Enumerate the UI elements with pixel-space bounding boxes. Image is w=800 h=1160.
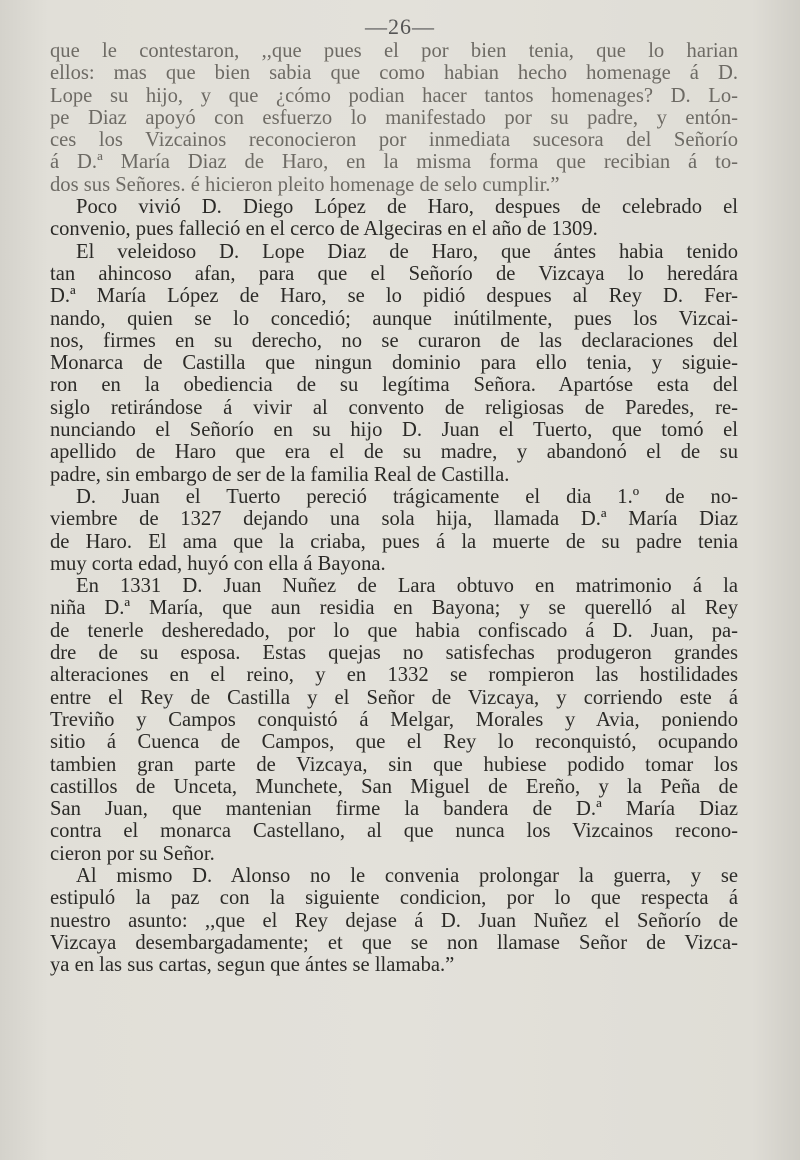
- text-line: tambien gran parte de Vizcaya, sin que hubiese podido tomar los: [50, 753, 738, 776]
- text-line: á D.ª María Diaz de Haro, en la misma forma que recibian á to-: [50, 151, 738, 174]
- text-line: Vizcaya desembargadamente; et que se non llamase Señor de Vizca-: [50, 931, 738, 954]
- text-line: convenio, pues falleció en el cerco de Algeciras en el año de 1309.: [50, 218, 598, 241]
- text-line: dre de su esposa. Estas quejas no satisfechas produgeron grandes: [50, 642, 738, 665]
- text-line: ya en las sus cartas, segun que ántes se llamaba.”: [50, 954, 455, 977]
- text-line: cieron por su Señor.: [50, 842, 215, 865]
- text-line: nos, firmes en su derecho, no se curaron de las declaraciones del: [50, 329, 738, 352]
- text-line: D.ª María López de Haro, se lo pidió despues al Rey D. Fer-: [50, 285, 738, 308]
- text-line: D. Juan el Tuerto pereció trágicamente el dia 1.º de no-: [76, 485, 738, 508]
- text-line: nunciando el Señorío en su hijo D. Juan el Tuerto, que tomó el: [50, 419, 738, 442]
- text-line: que le contestaron, ,,que pues el por bien tenia, que lo harian: [50, 40, 738, 62]
- text-line: muy corta edad, huyó con ella á Bayona.: [50, 552, 386, 575]
- text-line: Monarca de Castilla que ningun dominio para ello tenia, y siguie-: [50, 352, 738, 375]
- text-line: siglo retirándose á vivir al convento de religiosas de Paredes, re-: [50, 396, 738, 419]
- text-line: padre, sin embargo de ser de la familia Real de Castilla.: [50, 463, 510, 486]
- text-line: ces los Vizcainos reconocieron por inmediata sucesora del Señorío: [50, 129, 738, 152]
- text-line: nando, quien se lo concedió; aunque inútilmente, pues los Vizcai-: [50, 307, 738, 330]
- text-line: sitio á Cuenca de Campos, que el Rey lo reconquistó, ocupando: [50, 731, 738, 754]
- text-line: dos sus Señores. é hicieron pleito homenage de selo cumplir.”: [50, 173, 560, 196]
- text-line: contra el monarca Castellano, al que nunca los Vizcainos recono-: [50, 820, 738, 843]
- text-line: entre el Rey de Castilla y el Señor de Vizcaya, y corriendo este á: [50, 686, 738, 709]
- text-line: de tenerle desheredado, por lo que habia confiscado á D. Juan, pa-: [50, 619, 738, 642]
- text-line: niña D.ª María, que aun residia en Bayona; y se querelló al Rey: [50, 597, 738, 620]
- text-line: alteraciones en el reino, y en 1332 se rompieron las hostilidades: [50, 664, 738, 687]
- text-line: nuestro asunto: ,,que el Rey dejase á D. Juan Nuñez el Señorío de: [50, 909, 738, 932]
- text-line: tan ahincoso afan, para que el Señorío de Vizcaya lo heredára: [50, 262, 738, 285]
- text-line: pe Diaz apoyó con esfuerzo lo manifestado por su padre, y entón-: [50, 106, 738, 129]
- text-line: San Juan, que mantenian firme la bandera de D.ª María Diaz: [50, 798, 738, 821]
- text-line: estipuló la paz con la siguiente condicion, por lo que respecta á: [50, 887, 738, 910]
- body-text: [50, 40, 738, 976]
- text-line: apellido de Haro que era el de su madre, y abandonó el de su: [50, 441, 738, 464]
- text-line: viembre de 1327 dejando una sola hija, llamada D.ª María Diaz: [50, 508, 738, 531]
- text-line: Lope su hijo, y que ¿cómo podian hacer tantos homenages? D. Lo-: [50, 84, 738, 107]
- text-line: El veleidoso D. Lope Diaz de Haro, que ántes habia tenido: [76, 240, 738, 263]
- text-line: En 1331 D. Juan Nuñez de Lara obtuvo en matrimonio á la: [76, 575, 738, 598]
- text-line: ron en la obediencia de su legítima Señora. Apartóse esta del: [50, 374, 738, 397]
- text-line: ellos: mas que bien sabia que como habian hecho homenage á D.: [50, 62, 738, 85]
- page-number: —26—: [365, 14, 435, 39]
- text-line: de Haro. El ama que la criaba, pues á la muerte de su padre tenia: [50, 530, 738, 553]
- text-line: castillos de Unceta, Munchete, San Miguel de Ereño, y la Peña de: [50, 775, 738, 798]
- text-line: Treviño y Campos conquistó á Melgar, Morales y Avia, poniendo: [50, 708, 738, 731]
- text-line: Al mismo D. Alonso no le convenia prolongar la guerra, y se: [76, 864, 738, 887]
- text-line: Poco vivió D. Diego López de Haro, despues de celebrado el: [76, 196, 738, 219]
